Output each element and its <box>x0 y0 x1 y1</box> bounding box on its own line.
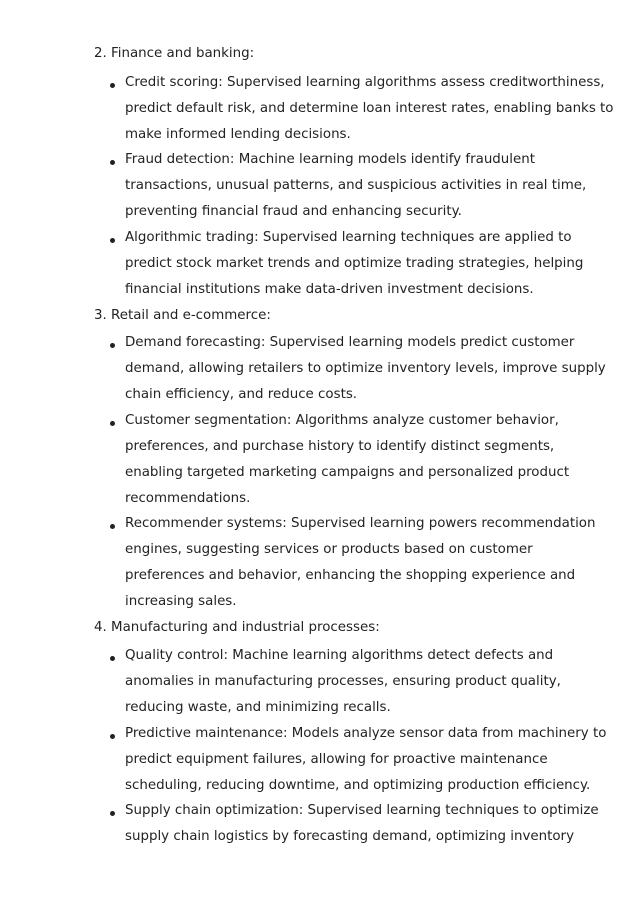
list-item-line: make informed lending decisions. <box>125 127 351 142</box>
list-item-line: Recommender systems: Supervised learning powers recommendation <box>125 516 596 531</box>
list-item-line: Credit scoring: Supervised learning algorithms assess creditworthiness, <box>125 75 605 90</box>
list-item-line: engines, suggesting services or products based on customer <box>125 542 533 557</box>
list-item-line: preferences, and purchase history to identify distinct segments, <box>125 439 555 454</box>
list-item-line: demand, allowing retailers to optimize inventory levels, improve supply <box>125 361 606 376</box>
section-heading: 3. Retail and e-commerce: <box>94 308 271 323</box>
list-item-line: Algorithmic trading: Supervised learning techniques are applied to <box>125 230 572 245</box>
bullet-icon <box>110 734 115 739</box>
bullet-icon <box>110 83 115 88</box>
list-item-line: Demand forecasting: Supervised learning models predict customer <box>125 335 575 350</box>
list-item-line: scheduling, reducing downtime, and optimizing production efficiency. <box>125 778 591 793</box>
bullet-icon <box>110 238 115 243</box>
list-item-line: supply chain logistics by forecasting demand, optimizing inventory <box>125 829 574 844</box>
bullet-icon <box>110 811 115 816</box>
list-item-line: Fraud detection: Machine learning models identify fraudulent <box>125 152 535 167</box>
bullet-icon <box>110 421 115 426</box>
bullet-icon <box>110 524 115 529</box>
list-item-line: predict equipment failures, allowing for proactive maintenance <box>125 752 548 767</box>
list-item-line: predict default risk, and determine loan interest rates, enabling banks to <box>125 101 614 116</box>
list-item-line: increasing sales. <box>125 594 237 609</box>
list-item-line: financial institutions make data-driven investment decisions. <box>125 282 534 297</box>
list-item-line: enabling targeted marketing campaigns and personalized product <box>125 465 570 480</box>
list-item-line: Predictive maintenance: Models analyze sensor data from machinery to <box>125 726 607 741</box>
list-item-line: transactions, unusual patterns, and suspicious activities in real time, <box>125 178 587 193</box>
section-heading: 4. Manufacturing and industrial processes: <box>94 620 380 635</box>
list-item-line: preferences and behavior, enhancing the shopping experience and <box>125 568 576 583</box>
section-heading: 2. Finance and banking: <box>94 46 255 61</box>
bullet-icon <box>110 160 115 165</box>
list-item-line: Customer segmentation: Algorithms analyze customer behavior, <box>125 413 559 428</box>
list-item-line: predict stock market trends and optimize trading strategies, helping <box>125 256 584 271</box>
list-item-line: Quality control: Machine learning algorithms detect defects and <box>125 648 554 663</box>
list-item-line: recommendations. <box>125 491 251 506</box>
list-item-line: anomalies in manufacturing processes, ensuring product quality, <box>125 674 561 689</box>
bullet-icon <box>110 343 115 348</box>
list-item-line: reducing waste, and minimizing recalls. <box>125 700 391 715</box>
list-item-line: chain efficiency, and reduce costs. <box>125 387 358 402</box>
list-item-line: Supply chain optimization: Supervised learning techniques to optimize <box>125 803 599 818</box>
list-item-line: preventing financial fraud and enhancing security. <box>125 204 462 219</box>
bullet-icon <box>110 656 115 661</box>
